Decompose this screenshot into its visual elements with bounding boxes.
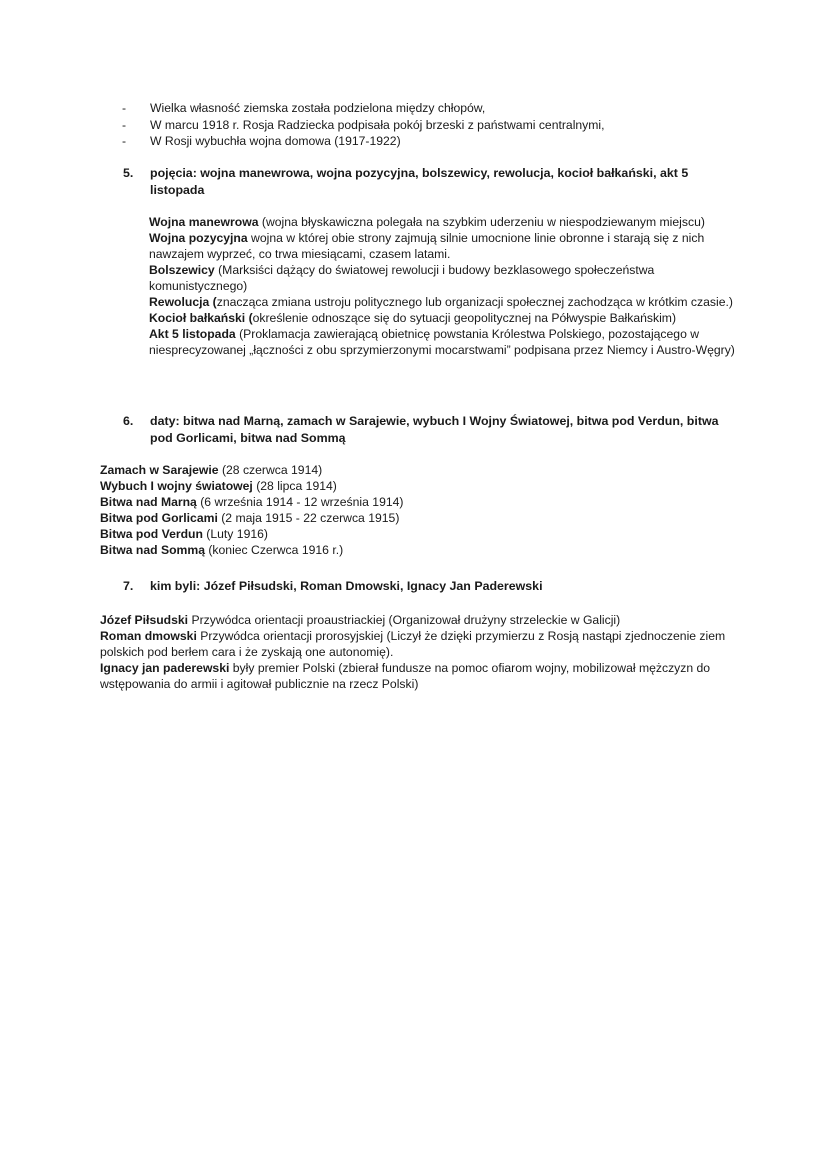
list-item-text: W Rosji wybuchła wojna domowa (1917-1922): [150, 134, 401, 148]
date-item: [100, 510, 740, 526]
definition-term: Akt 5 listopada: [149, 327, 236, 341]
question-number: 6.: [123, 414, 134, 428]
date-item: [100, 478, 740, 494]
bullet-marker: -: [122, 117, 127, 132]
list-item: [122, 117, 742, 134]
list-item-text: Wielka własność ziemska została podzielona między chłopów,: [150, 101, 486, 115]
question-text: daty: bitwa nad Marną, zamach w Sarajewie, wybuch I Wojny Światowej, bitwa pod Verdun, bitwa pod Gorlicami, bitwa nad Sommą: [150, 414, 719, 445]
definition-text: (Marksiści dążący do światowej rewolucji i budowy bezklasowego społeczeństwa komunistycznego): [149, 263, 655, 293]
definition-term: Kocioł bałkański (: [149, 311, 253, 325]
definition-text: (Proklamacja zawierającą obietnicę powstania Królestwa Polskiego, pozostającego w niesprecyzowanej „łączności z obu sprzymierzonymi mocarstwami” podpisana przez Niemcy i Austro-Węgry): [149, 327, 735, 357]
date-term: Wybuch I wojny światowej: [100, 479, 253, 493]
question-7-heading: [123, 578, 743, 595]
definition-term: Rewolucja (: [149, 295, 217, 309]
date-item: [100, 462, 740, 478]
person-item: [100, 628, 740, 660]
definition-text: znacząca zmiana ustroju politycznego lub organizacji społecznej zachodząca w krótkim czasie.): [216, 295, 733, 309]
definition-text: wojna w której obie strony zajmują silnie umocnione linie obronne i starają się z nich nawzajem wyprzeć, co trwa miesiącami, czasem latami.: [149, 231, 705, 261]
person-name: Ignacy jan paderewski: [100, 661, 230, 675]
person-item: [100, 660, 740, 692]
definition-item: [149, 262, 739, 294]
definition-term: Wojna pozycyjna: [149, 231, 248, 245]
bullet-marker: -: [122, 101, 127, 115]
question-6-heading: [123, 413, 743, 446]
definitions-list: [149, 214, 739, 358]
definition-item: [149, 310, 739, 326]
definition-item: [149, 326, 739, 358]
person-text: Przywódca orientacji proaustriackiej (Organizował drużyny strzeleckie w Galicji): [188, 613, 621, 627]
date-term: Bitwa pod Gorlicami: [100, 511, 218, 525]
definition-item: [149, 214, 739, 230]
question-number: 5.: [123, 166, 134, 180]
date-term: Bitwa nad Sommą: [100, 543, 205, 557]
definition-term: Wojna manewrowa: [149, 215, 259, 229]
date-text: (6 września 1914 - 12 września 1914): [196, 495, 404, 509]
question-5-heading: [123, 165, 743, 198]
definition-term: Bolszewicy: [149, 263, 215, 277]
people-list: [100, 612, 740, 692]
date-text: (2 maja 1915 - 22 czerwca 1915): [217, 511, 400, 525]
dates-list: [100, 462, 740, 558]
date-text: (Luty 1916): [202, 527, 268, 541]
person-item: [100, 612, 740, 628]
definition-item: [149, 294, 739, 310]
list-item: [122, 100, 742, 117]
question-text: pojęcia: wojna manewrowa, wojna pozycyjna, bolszewicy, rewolucja, kocioł bałkański, akt 5 listopada: [150, 166, 689, 197]
date-item: [100, 526, 740, 542]
date-item: [100, 542, 740, 558]
date-item: [100, 494, 740, 510]
definition-text: (wojna błyskawiczna polegała na szybkim uderzeniu w niespodziewanym miejscu): [258, 215, 705, 229]
date-text: (28 lipca 1914): [252, 479, 337, 493]
date-term: Bitwa pod Verdun: [100, 527, 203, 541]
date-term: Zamach w Sarajewie: [100, 463, 219, 477]
date-text: (koniec Czerwca 1916 r.): [204, 543, 344, 557]
person-text: Przywódca orientacji prorosyjskiej (Liczył że dzięki przymierzu z Rosją nastąpi zjednoczenie ziem polskich pod berłem cara i że zyskają one autonomię).: [100, 629, 726, 659]
person-text: były premier Polski (zbierał fundusze na pomoc ofiarom wojny, mobilizował mężczyzn do wstępowania do armii i agitował publicznie na rzecz Polski): [100, 661, 711, 691]
person-name: Józef Piłsudski: [100, 613, 189, 627]
definition-item: [149, 230, 739, 262]
date-text: (28 czerwca 1914): [218, 463, 323, 477]
date-term: Bitwa nad Marną: [100, 495, 197, 509]
list-item: [122, 133, 742, 150]
definition-text: określenie odnoszące się do sytuacji geopolitycznej na Półwyspie Bałkańskim): [252, 311, 677, 325]
bullet-marker: -: [122, 134, 127, 148]
list-item-text: W marcu 1918 r. Rosja Radziecka podpisała pokój brzeski z państwami centralnymi,: [150, 117, 605, 132]
question-number: 7.: [123, 579, 134, 593]
person-name: Roman dmowski: [100, 629, 197, 643]
question-text: kim byli: Józef Piłsudski, Roman Dmowski, Ignacy Jan Paderewski: [150, 579, 543, 593]
bullet-list: [122, 100, 742, 150]
